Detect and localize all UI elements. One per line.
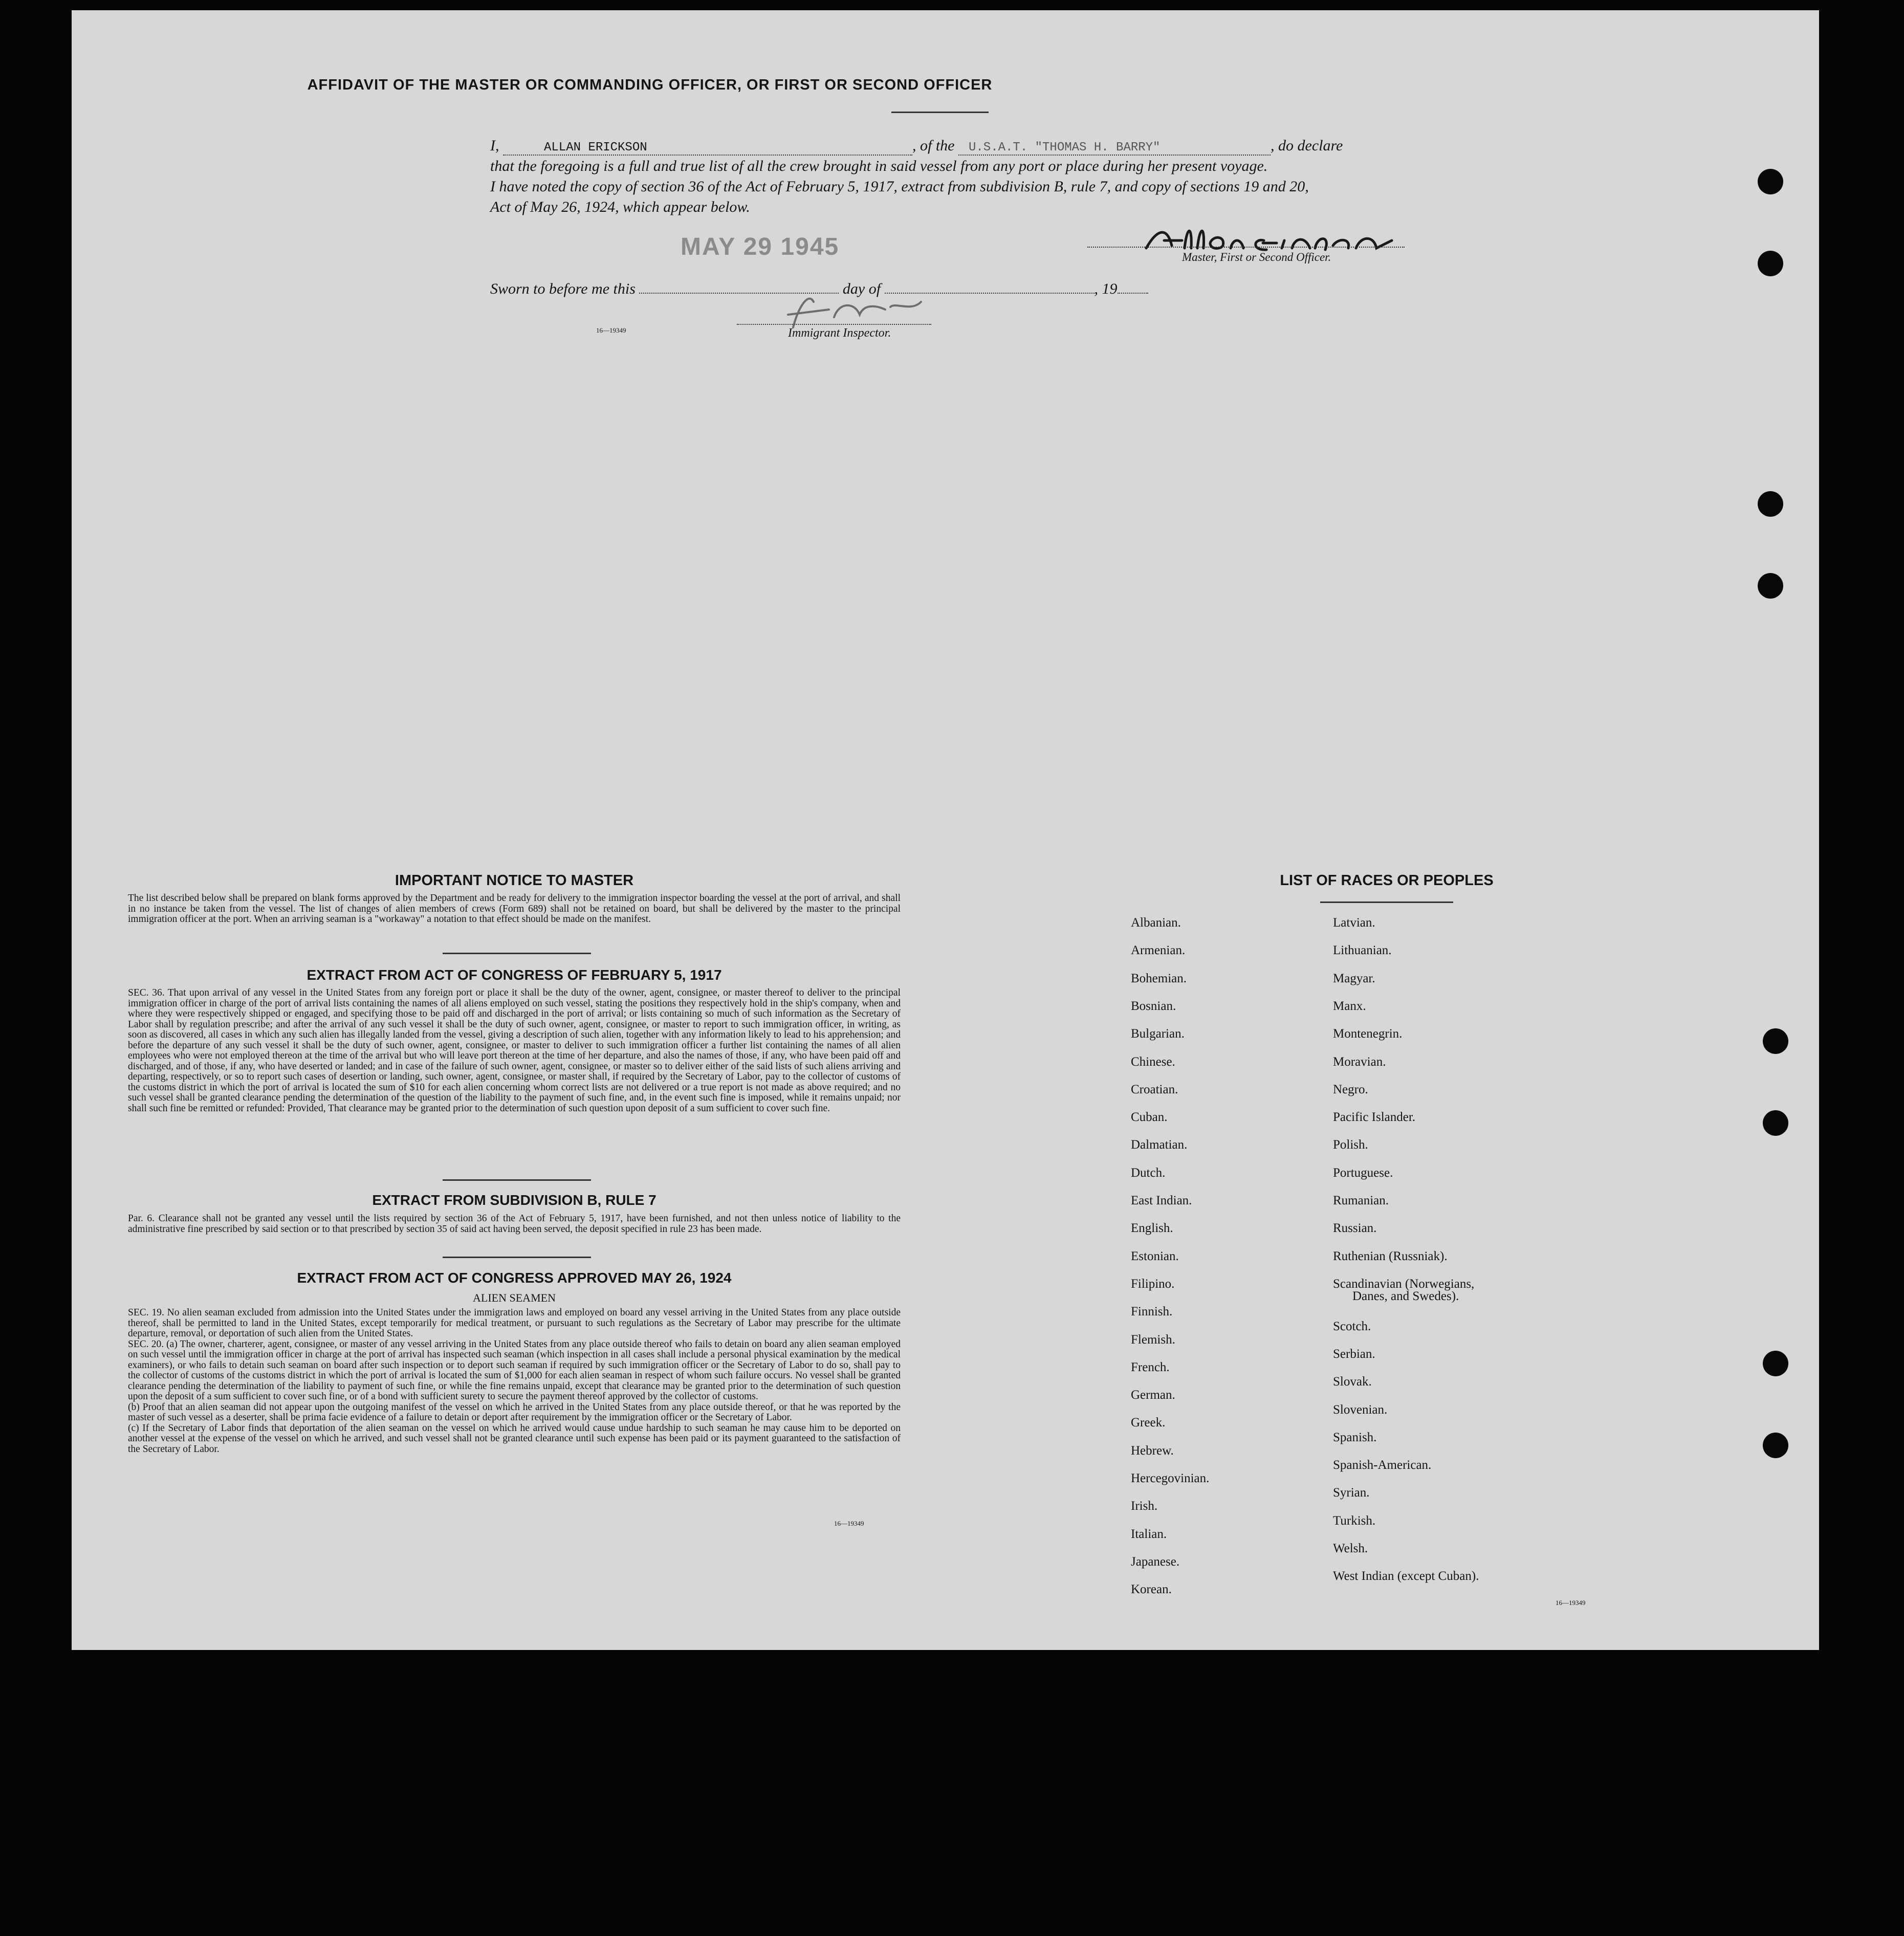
declaration-line-3: I have noted the copy of section 36 of the Act of February 5, 1917, extract from subdivision B, rule 7, and copy of sections 19 and 20, — [490, 178, 1309, 195]
inspector-signature-drawing — [757, 287, 962, 333]
binder-hole — [1758, 251, 1783, 276]
race-item: Pacific Islander. — [1333, 1110, 1416, 1125]
race-item: Montenegrin. — [1333, 1027, 1403, 1041]
race-item: Korean. — [1131, 1582, 1172, 1597]
race-item: Scotch. — [1333, 1319, 1371, 1333]
race-item: Spanish. — [1333, 1430, 1377, 1444]
inspector-line — [737, 324, 931, 325]
race-item: Serbian. — [1333, 1347, 1375, 1361]
race-item: Slovak. — [1333, 1375, 1372, 1389]
affidavit-page — [72, 10, 1819, 1650]
race-item: Slovenian. — [1333, 1402, 1388, 1417]
race-item: Finnish. — [1131, 1305, 1173, 1319]
sec20b-paragraph: (b) Proof that an alien seaman did not appear upon the outgoing manifest of the vessel on which he arrived in the United States from any place outside thereof, or that he was reported by the master of such vessel as a deserter, shall be prima facie evidence of a failure to detain or deport after requirement by the immigration officer or the Secretary of Labor. — [128, 1401, 901, 1423]
declaration-prefix: I, — [490, 137, 499, 154]
form-number-races: 16—19349 — [1556, 1599, 1586, 1607]
race-item: Danes, and Swedes). — [1352, 1289, 1459, 1304]
extract2-title: EXTRACT FROM SUBDIVISION B, RULE 7 — [372, 1192, 656, 1208]
race-item: Lithuanian. — [1333, 943, 1392, 958]
race-item: Albanian. — [1131, 916, 1181, 930]
race-item: Estonian. — [1131, 1249, 1179, 1263]
day-of-text: day of — [842, 280, 881, 297]
of-the-text: , of the — [912, 137, 955, 154]
race-item: Filipino. — [1131, 1277, 1175, 1291]
race-item: Japanese. — [1131, 1554, 1180, 1569]
binder-hole — [1763, 1028, 1788, 1054]
race-item: Dalmatian. — [1131, 1138, 1188, 1152]
extract3-title: EXTRACT FROM ACT OF CONGRESS APPROVED MAY 26, 1924 — [297, 1270, 732, 1286]
race-item: Welsh. — [1333, 1542, 1368, 1556]
extract3-subtitle: ALIEN SEAMEN — [473, 1291, 556, 1304]
race-item: English. — [1131, 1221, 1173, 1236]
sec20a-paragraph: SEC. 20. (a) The owner, charterer, agent, consignee, or master of any vessel arriving in the United States from any place outside thereof who fails to detain on board any alien seaman employed on such vessel until the immigration officer in charge at the port of arrival has inspected such seaman (which inspection in all cases shall include a personal physical examination by the medical examiners), or who fails to detain such seaman on board after such inspection or to deport such seaman if required by such immigration officer or the Secretary of Labor to do so, shall pay to the collector of customs of the customs district in which the port of arrival is located the sum of $1,000 for each alien seaman in respect of whom such failure occurs. No vessel shall be granted clearance pending the determination of the liability to payment of such fine, or while the fine remains unpaid, except that clearance may be granted prior to the determination of such question upon the deposit of a sum sufficient to cover such fine, or of a bond with sufficient surety to secure the payment thereof approved by the collector of customs. — [128, 1338, 901, 1402]
declaration-line-4: Act of May 26, 1924, which appear below. — [490, 199, 750, 215]
divider-1 — [443, 953, 591, 954]
races-title: LIST OF RACES OR PEOPLES — [1280, 872, 1494, 889]
sec19-paragraph: SEC. 19. No alien seaman excluded from admission into the United States under the immigration laws and employed on board any vessel arriving in the United States from any place outside thereof, shall be permitted to land in the United States, except temporarily for medical treatment, or pursuant to such regulations as the Secretary of Labor may prescribe for the ultimate departure, removal, or deportation of such alien from the United States. — [128, 1307, 901, 1339]
race-item: Armenian. — [1131, 943, 1186, 958]
declaration-line-2: that the foregoing is a full and true list of all the crew brought in said vessel from any port or place during her present voyage. — [490, 158, 1268, 174]
notice-body: The list described below shall be prepared on blank forms approved by the Department and be ready for delivery to the immigration inspector boarding the vessel at the port of arrival, and shall in no instance be taken from the vessel. The list of changes of alien members of crews (Form 689) shall not be retained on board, but shall be delivered by the master to the principal immigration officer at the port. When an arriving seaman is a "workaway" a notation to that effect should be made on the manifest. — [128, 893, 901, 925]
affidavit-title: AFFIDAVIT OF THE MASTER OR COMMANDING OFFICER, OR FIRST OR SECOND OFFICER — [307, 77, 993, 93]
race-item: East Indian. — [1131, 1194, 1192, 1207]
race-item: Hercegovinian. — [1131, 1471, 1210, 1485]
race-item: Chinese. — [1131, 1054, 1175, 1069]
inspector-caption: Immigrant Inspector. — [788, 326, 891, 340]
race-item: Irish. — [1131, 1499, 1158, 1513]
race-item: Moravian. — [1333, 1054, 1386, 1069]
race-item: Turkish. — [1333, 1513, 1376, 1528]
race-item: Bosnian. — [1131, 999, 1176, 1013]
race-item: Spanish-American. — [1333, 1458, 1432, 1472]
race-item: Cuban. — [1131, 1110, 1168, 1125]
master-name-field: ALLAN ERICKSON — [503, 141, 912, 156]
inspector-signature — [757, 287, 962, 333]
form-number-notice: 16—19349 — [834, 1520, 864, 1527]
race-item: Hebrew. — [1131, 1443, 1174, 1458]
race-item: French. — [1131, 1360, 1170, 1374]
extract2-body: Par. 6. Clearance shall not be granted any vessel until the lists required by section 36 of the Act of February 5, 1917, have been furnished, and not then unless notice of liability to the administrative fine prescribed by said section or to that prescribed by section 35 of said act having been served, the deposit specified in rule 23 has been made. — [128, 1213, 901, 1235]
race-item: Bohemian. — [1131, 971, 1187, 985]
race-item: German. — [1131, 1388, 1175, 1402]
race-item: Greek. — [1131, 1416, 1166, 1430]
extract3-body — [128, 1308, 901, 1455]
race-item: Polish. — [1333, 1138, 1368, 1152]
sworn-year-field — [1118, 293, 1148, 294]
declaration-line-1 — [490, 137, 1343, 156]
title-divider — [891, 112, 989, 113]
sec20c-paragraph: (c) If the Secretary of Labor finds that deportation of the alien seaman on the vessel on which he arrived would cause undue hardship to such seaman he may cause him to be deported on another vessel at the expense of the vessel on which he arrived, and such vessel shall not be granted clearance until such expense has been paid or its payment guaranteed to the satisfaction of the Secretary of Labor. — [128, 1422, 901, 1455]
extract1-title: EXTRACT FROM ACT OF CONGRESS OF FEBRUARY 5, 1917 — [307, 967, 722, 983]
binder-hole — [1763, 1110, 1788, 1136]
divider-2 — [443, 1179, 591, 1181]
race-item: Scandinavian (Norwegians, — [1333, 1277, 1475, 1291]
race-item: Magyar. — [1333, 971, 1375, 985]
race-item: Italian. — [1131, 1527, 1167, 1541]
race-item: Portuguese. — [1333, 1165, 1393, 1180]
race-item: Flemish. — [1131, 1332, 1175, 1347]
races-divider — [1320, 901, 1453, 903]
extract1-body: SEC. 36. That upon arrival of any vessel in the United States from any foreign port or place it shall be the duty of the owner, agent, consignee, or master thereof to deliver to the principal immigration officer in charge of the port of arrival lists containing the names of all aliens employed on such vessel, stating the positions they respectively hold in the ship's company, when and where they were respectively shipped or engaged, and specifying those to be paid off and discharged in the port of arrival; or lists containing so much of such information as the Secretary of Labor shall by regulation prescribe; and after the arrival of any such vessel it shall be the duty of such owner, agent, consignee, or master to report to such immigration officer, in writing, as soon as discovered, all cases in which any such alien has illegally landed from the vessel, giving a description of such alien, together with any information likely to lead to his apprehension; and before the departure of any such vessel it shall be the duty of such owner, agent, consignee, or master to deliver to such immigration officer a further list containing the names of all alien employees who were not employed thereon at the time of the arrival but who will leave port thereon at the time of her departure, and also the names of those, if any, who have been paid off and discharged, and of those, if any, who have deserted or landed; and in case of the failure of such owner, agent, consignee, or master so to deliver either of the said lists of such aliens arriving and departing, respectively, or so to report such cases of desertion or landing, such owner, agent, consignee, or master shall, if required by the Secretary of Labor, pay to the collector of customs of the customs district in which the port of arrival is located the sum of $10 for each alien concerning whom correct lists are not delivered or a true report is not made as above required; and no such vessel shall be granted clearance pending the determination of the question of the liability to the payment of such fine, and, in the event such fine is imposed, while it remains unpaid; nor shall such fine be remitted or refunded: Provided, That clearance may be granted prior to the determination of such question upon deposit of a sum sufficient to cover such fine. — [128, 987, 901, 1114]
vessel-name-field: U.S.A.T. "THOMAS H. BARRY" — [958, 141, 1271, 156]
race-item: West Indian (except Cuban). — [1333, 1569, 1479, 1583]
race-item: Croatian. — [1131, 1082, 1178, 1096]
race-item: Rumanian. — [1333, 1194, 1389, 1207]
race-item: Negro. — [1333, 1082, 1368, 1096]
race-item: Dutch. — [1131, 1165, 1166, 1180]
binder-hole — [1758, 573, 1783, 599]
year-prefix-text: , 19 — [1094, 280, 1118, 297]
binder-hole — [1763, 1351, 1788, 1376]
race-item: Bulgarian. — [1131, 1027, 1185, 1041]
race-item: Manx. — [1333, 999, 1366, 1013]
form-number-top: 16—19349 — [596, 326, 626, 334]
race-item: Latvian. — [1333, 916, 1375, 930]
binder-hole — [1758, 491, 1783, 517]
notice-title: IMPORTANT NOTICE TO MASTER — [395, 872, 634, 889]
race-item: Ruthenian (Russniak). — [1333, 1249, 1448, 1263]
date-stamp: MAY 29 1945 — [681, 233, 840, 260]
divider-3 — [443, 1257, 591, 1258]
signature-line — [1087, 247, 1405, 248]
race-item: Syrian. — [1333, 1486, 1370, 1500]
master-caption: Master, First or Second Officer. — [1182, 251, 1331, 263]
race-item: Russian. — [1333, 1221, 1377, 1236]
do-declare-text: , do declare — [1271, 137, 1343, 154]
sworn-prefix: Sworn to before me this — [490, 280, 636, 297]
binder-hole — [1758, 169, 1783, 194]
binder-hole — [1763, 1433, 1788, 1458]
